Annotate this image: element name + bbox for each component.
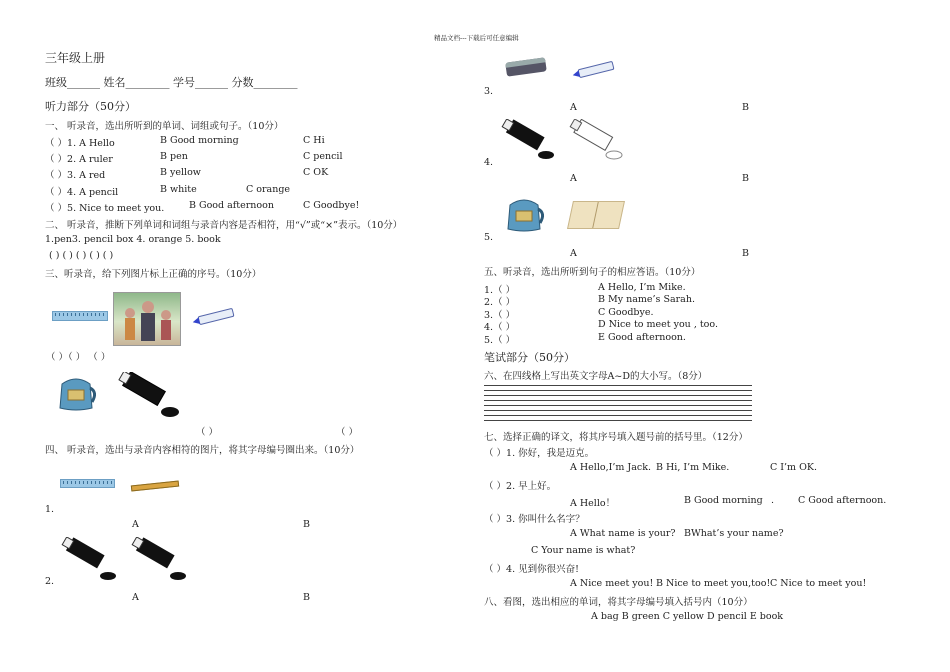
q4-item-number: 2. — [45, 576, 55, 587]
option-b-label: B — [303, 592, 310, 603]
student-info-line: 班级______ 姓名________ 学号______ 分数________ — [45, 76, 298, 89]
q7-option-c: C Your name is what? — [531, 545, 636, 556]
q3-bracket: （ ） — [336, 427, 359, 438]
q4-item-number: 1. — [45, 504, 55, 515]
q3-title: 三、听录音，给下列图片标上正确的序号。（10分） — [45, 269, 262, 280]
q7-option-b: BWhat’s your name? — [684, 528, 784, 539]
q5-row-answer: E Good afternoon. — [598, 332, 686, 343]
q1-row-b: B pen — [160, 151, 188, 162]
option-b-label: B — [742, 248, 749, 259]
q7-question: （ ）1. 你好，我是迈克。 — [484, 448, 595, 459]
crayon-icon — [577, 61, 614, 78]
q7-option-b: B Good morning — [684, 495, 763, 506]
q5-row-answer: A Hello, I’m Mike. — [598, 282, 686, 293]
q5-title: 五、听录音，选出所听到句子的相应答语。（10分） — [484, 267, 701, 278]
q7-option-c: C Good afternoon. — [798, 495, 887, 506]
ink-bottle-icon — [126, 537, 188, 583]
q2-brackets: ( ) ( ) ( ) ( ) ( ) — [49, 250, 114, 261]
q2-title: 二、 听录音，推断下列单词和词组与录音内容是否相符，用“√”或“×”表示。（10分） — [45, 220, 403, 231]
four-line-grid[interactable] — [484, 385, 752, 425]
schoolbag-icon — [54, 372, 98, 412]
q5-row-num: 5.（ ） — [484, 335, 516, 346]
q6-title: 六、在四线格上写出英文字母A~D的大小写。（8分） — [484, 371, 708, 382]
option-a-label: A — [132, 519, 139, 530]
q7-question: （ ）2. 早上好。 — [484, 481, 557, 492]
pencil-icon — [131, 481, 179, 492]
q2-words: 1.pen3. pencil box 4. orange 5. book — [45, 234, 221, 245]
q7-option-b: B Nice to meet you,too! — [656, 578, 771, 589]
q5-row-num: 3.（ ） — [484, 310, 516, 321]
crayon-icon — [197, 308, 234, 325]
q3-bracket: （ ） — [196, 427, 219, 438]
ink-bottle-icon — [496, 119, 558, 163]
q4-title: 四、 听录音，选出与录音内容相符的图片，将其字母编号圈出来。（10分） — [45, 445, 360, 456]
ink-bottle-icon — [56, 537, 118, 583]
q5-row-num: 4.（ ） — [484, 322, 516, 333]
q7-option-c: C Nice to meet you! — [770, 578, 867, 589]
q8-word-bank: A bag B green C yellow D pencil E book — [591, 611, 784, 622]
q5-row-num: 1.（ ） — [484, 285, 516, 296]
option-b-label: B — [742, 102, 749, 113]
ink-bottle-icon — [112, 372, 182, 420]
option-b-label: B — [303, 519, 310, 530]
q5-row-answer: B My name’s Sarah. — [598, 294, 695, 305]
q7-question: （ ）4. 见到你很兴奋! — [484, 564, 579, 575]
q1-row-c: C Goodbye! — [303, 200, 360, 211]
header-note: 精品文档---下载后可任意编辑 — [434, 34, 519, 42]
option-a-label: A — [570, 173, 577, 184]
white-ink-bottle-icon — [564, 119, 626, 163]
q1-row-num: （ ）2. A ruler — [45, 154, 113, 165]
q5-row-answer: D Nice to meet you , too. — [598, 319, 718, 330]
q7-option-a: A Hello！ — [570, 498, 616, 509]
q1-row-num: （ ）5. Nice to meet you. — [45, 203, 165, 214]
q1-row-c: C orange — [246, 184, 291, 195]
q7-title: 七、选择正确的译文，将其序号填入题号前的括号里。（12分） — [484, 432, 748, 443]
q3-brackets-row: （ ）（ ） （ ） — [46, 352, 111, 363]
q1-row-b: B yellow — [160, 167, 201, 178]
q5-row-answer: C Goodbye. — [598, 307, 654, 318]
people-greeting-image — [113, 292, 181, 346]
q1-row-c: C Hi — [303, 135, 325, 146]
listening-section-title: 听力部分（50分） — [45, 100, 136, 113]
schoolbag-icon — [502, 193, 546, 233]
q1-row-b: B Good afternoon — [189, 200, 274, 211]
page-title: 三年级上册 — [45, 51, 106, 65]
q7-dot: . — [771, 495, 775, 506]
option-a-label: A — [570, 248, 577, 259]
q4-item-number: 5. — [484, 232, 494, 243]
q1-row-num: （ ）1. A Hello — [45, 138, 115, 149]
ruler-icon — [60, 479, 115, 488]
q5-row-num: 2.（ ） — [484, 297, 516, 308]
q1-row-b: B white — [160, 184, 197, 195]
q8-title: 八、看图，选出相应的单词，将其字母编号填入括号内（10分） — [484, 597, 753, 608]
q1-title: 一、 听录音，选出所听到的单词、词组或句子。（10分） — [45, 121, 284, 132]
q1-row-c: C OK — [303, 167, 329, 178]
eraser-icon — [505, 57, 547, 76]
q7-option-a: A What name is your? — [570, 528, 676, 539]
q1-row-b: B Good morning — [160, 135, 239, 146]
q4-item-number: 4. — [484, 157, 494, 168]
q7-option-a: A Hello,I’m Jack. — [570, 462, 651, 473]
option-a-label: A — [132, 592, 139, 603]
q7-option-c: C I’m OK. — [770, 462, 817, 473]
q7-option-b: B Hi, I’m Mike. — [656, 462, 730, 473]
q1-row-num: （ ）3. A red — [45, 170, 106, 181]
q7-option-a: A Nice meet you! — [570, 578, 654, 589]
written-section-title: 笔试部分（50分） — [484, 351, 575, 364]
q1-row-c: C pencil — [303, 151, 343, 162]
option-b-label: B — [742, 173, 749, 184]
q1-row-num: （ ）4. A pencil — [45, 187, 119, 198]
q7-question: （ ）3. 你叫什么名字？ — [484, 514, 585, 525]
ruler-icon — [52, 311, 108, 321]
q4-item-number: 3. — [484, 86, 494, 97]
book-icon — [567, 201, 625, 229]
option-a-label: A — [570, 102, 577, 113]
